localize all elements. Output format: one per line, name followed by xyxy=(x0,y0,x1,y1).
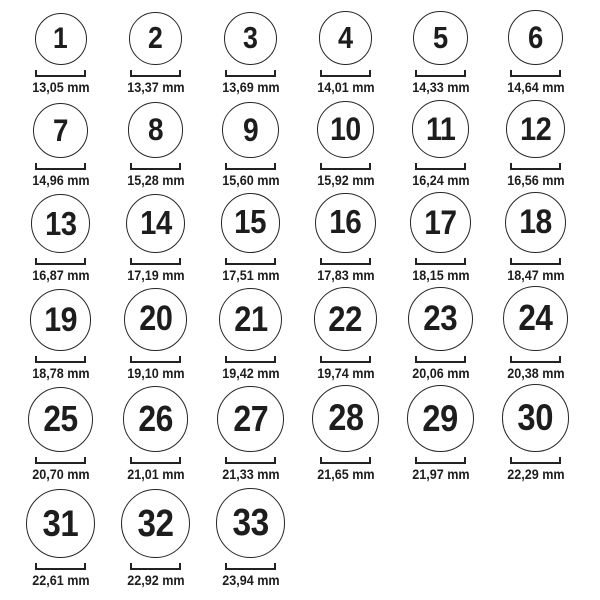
ring-circle xyxy=(126,194,185,253)
ring-circle xyxy=(413,11,467,65)
diameter-label: 18,15 mm xyxy=(411,266,470,283)
ring-size-number: 29 xyxy=(422,397,459,439)
ring-size-number: 14 xyxy=(139,204,172,242)
diameter-measure-line xyxy=(225,356,276,363)
ring-circle xyxy=(505,192,566,253)
ring-circle xyxy=(31,194,90,253)
ring-circle xyxy=(312,385,379,452)
ring-size-cell xyxy=(108,188,203,283)
ring-size-cell xyxy=(488,188,583,283)
ring-size-cell xyxy=(488,95,583,188)
diameter-label: 20,38 mm xyxy=(506,364,565,381)
ring-circle xyxy=(128,102,184,158)
diameter-measure-line xyxy=(415,163,466,170)
diameter-measure-line xyxy=(510,70,561,77)
ring-size-number: 13 xyxy=(44,205,77,243)
diameter-label: 14,01 mm xyxy=(316,78,375,95)
diameter-label: 16,87 mm xyxy=(31,266,90,283)
ring-size-number: 18 xyxy=(519,203,552,242)
ring-size-number: 25 xyxy=(43,398,78,440)
diameter-label: 22,29 mm xyxy=(506,465,565,482)
diameter-measure-line xyxy=(415,258,466,265)
chart-row xyxy=(13,482,583,588)
ring-circle xyxy=(216,488,286,558)
diameter-label: 21,01 mm xyxy=(126,465,185,482)
ring-size-number: 19 xyxy=(44,300,77,339)
ring-size-cell xyxy=(393,381,488,482)
ring-size-number: 9 xyxy=(242,111,259,148)
diameter-label: 16,24 mm xyxy=(411,171,470,188)
chart-row xyxy=(13,283,583,381)
ring-size-number: 30 xyxy=(517,396,554,439)
ring-size-cell xyxy=(393,5,488,95)
diameter-measure-line xyxy=(225,258,276,265)
ring-size-cell xyxy=(13,95,108,188)
ring-size-number: 33 xyxy=(232,502,269,545)
diameter-label: 22,92 mm xyxy=(126,571,185,588)
ring-size-cell xyxy=(13,283,108,381)
ring-size-number: 17 xyxy=(424,203,457,242)
ring-size-number: 22 xyxy=(328,299,363,339)
diameter-measure-line xyxy=(35,563,86,570)
diameter-label: 20,70 mm xyxy=(31,465,90,482)
ring-size-number: 23 xyxy=(423,298,458,339)
ring-size-number: 20 xyxy=(138,300,173,339)
ring-size-number: 10 xyxy=(330,111,361,148)
ring-size-number: 32 xyxy=(137,501,174,544)
ring-circle xyxy=(508,10,563,65)
ring-size-number: 28 xyxy=(327,397,364,439)
diameter-label: 17,19 mm xyxy=(126,266,185,283)
diameter-label: 17,51 mm xyxy=(221,266,280,283)
diameter-measure-line xyxy=(320,258,371,265)
ring-size-number: 1 xyxy=(53,21,68,55)
ring-size-number: 16 xyxy=(329,202,362,241)
diameter-measure-line xyxy=(35,356,86,363)
ring-size-number: 12 xyxy=(519,109,552,147)
ring-size-number: 4 xyxy=(338,19,353,55)
ring-size-cell xyxy=(488,381,583,482)
ring-circle xyxy=(412,100,470,158)
ring-size-number: 26 xyxy=(138,397,173,439)
diameter-measure-line xyxy=(510,356,561,363)
diameter-label: 18,78 mm xyxy=(31,364,90,381)
ring-circle xyxy=(408,287,472,351)
ring-circle xyxy=(30,289,92,351)
ring-circle xyxy=(224,12,277,65)
diameter-label: 13,69 mm xyxy=(221,78,280,95)
diameter-label: 21,97 mm xyxy=(411,465,470,482)
diameter-label: 19,74 mm xyxy=(316,364,375,381)
ring-size-cell xyxy=(108,95,203,188)
ring-circle xyxy=(221,193,281,253)
ring-size-cell xyxy=(108,5,203,95)
diameter-label: 19,42 mm xyxy=(221,364,280,381)
diameter-measure-line xyxy=(415,70,466,77)
chart-row xyxy=(13,188,583,283)
ring-size-cell xyxy=(108,482,203,588)
ring-size-number: 8 xyxy=(147,111,164,148)
ring-circle xyxy=(317,101,374,158)
ring-size-number: 15 xyxy=(234,204,267,242)
ring-size-number: 2 xyxy=(148,21,163,55)
diameter-measure-line xyxy=(130,163,181,170)
ring-size-cell xyxy=(13,381,108,482)
diameter-label: 16,56 mm xyxy=(506,171,565,188)
ring-circle xyxy=(502,384,570,452)
diameter-label: 13,37 mm xyxy=(126,78,185,95)
diameter-measure-line xyxy=(35,258,86,265)
diameter-measure-line xyxy=(225,163,276,170)
ring-circle xyxy=(410,192,471,253)
ring-circle xyxy=(26,489,95,558)
diameter-measure-line xyxy=(320,457,371,464)
diameter-measure-line xyxy=(510,258,561,265)
ring-circle xyxy=(124,288,186,350)
diameter-measure-line xyxy=(225,70,276,77)
ring-size-cell xyxy=(393,188,488,283)
ring-size-cell xyxy=(298,5,393,95)
ring-size-cell xyxy=(203,5,298,95)
diameter-label: 17,83 mm xyxy=(316,266,375,283)
ring-size-number: 7 xyxy=(52,111,68,148)
diameter-label: 19,10 mm xyxy=(126,364,185,381)
diameter-label: 14,33 mm xyxy=(411,78,470,95)
ring-size-cell xyxy=(108,283,203,381)
ring-size-cell xyxy=(488,5,583,95)
chart-row xyxy=(13,381,583,482)
diameter-label: 14,64 mm xyxy=(506,78,565,95)
diameter-measure-line xyxy=(510,457,561,464)
ring-size-number: 21 xyxy=(233,299,268,339)
diameter-measure-line xyxy=(35,70,86,77)
ring-size-cell xyxy=(13,5,108,95)
diameter-measure-line xyxy=(130,356,181,363)
diameter-label: 18,47 mm xyxy=(506,266,565,283)
diameter-measure-line xyxy=(320,163,371,170)
diameter-measure-line xyxy=(415,457,466,464)
diameter-label: 15,92 mm xyxy=(316,171,375,188)
ring-size-cell xyxy=(298,283,393,381)
diameter-label: 15,28 mm xyxy=(126,171,185,188)
ring-size-cell xyxy=(203,95,298,188)
ring-size-number: 6 xyxy=(528,19,543,55)
ring-size-cell xyxy=(298,188,393,283)
ring-size-cell xyxy=(298,381,393,482)
diameter-measure-line xyxy=(130,258,181,265)
diameter-label: 13,05 mm xyxy=(31,78,90,95)
ring-circle xyxy=(217,386,283,452)
diameter-measure-line xyxy=(320,356,371,363)
ring-size-cell xyxy=(203,381,298,482)
diameter-label: 21,33 mm xyxy=(221,465,280,482)
ring-circle xyxy=(219,288,282,351)
ring-size-cell xyxy=(203,188,298,283)
diameter-measure-line xyxy=(320,70,371,77)
ring-size-number: 5 xyxy=(433,20,448,56)
diameter-label: 15,60 mm xyxy=(221,171,280,188)
ring-size-cell xyxy=(108,381,203,482)
diameter-measure-line xyxy=(130,70,181,77)
ring-size-cell xyxy=(203,482,298,588)
ring-circle xyxy=(506,100,564,158)
ring-circle xyxy=(319,11,373,65)
ring-circle xyxy=(503,286,568,351)
ring-size-cell xyxy=(13,482,108,588)
ring-circle xyxy=(35,13,87,65)
diameter-label: 21,65 mm xyxy=(316,465,375,482)
ring-size-cell xyxy=(488,283,583,381)
ring-size-number: 3 xyxy=(243,21,258,56)
diameter-measure-line xyxy=(35,163,86,170)
ring-circle xyxy=(121,489,190,558)
diameter-label: 14,96 mm xyxy=(31,171,90,188)
diameter-measure-line xyxy=(130,457,181,464)
diameter-measure-line xyxy=(35,457,86,464)
ring-size-cell xyxy=(393,95,488,188)
diameter-measure-line xyxy=(510,163,561,170)
ring-size-cell xyxy=(298,95,393,188)
chart-row xyxy=(13,5,583,95)
diameter-measure-line xyxy=(225,457,276,464)
ring-circle xyxy=(222,102,278,158)
diameter-label: 22,61 mm xyxy=(31,571,90,588)
ring-size-cell xyxy=(13,188,108,283)
ring-size-number: 11 xyxy=(425,110,456,147)
ring-size-cell xyxy=(393,283,488,381)
ring-size-number: 24 xyxy=(518,297,553,338)
diameter-label: 23,94 mm xyxy=(221,571,280,588)
ring-size-cell xyxy=(203,283,298,381)
diameter-measure-line xyxy=(225,563,276,570)
diameter-label: 20,06 mm xyxy=(411,364,470,381)
ring-circle xyxy=(33,103,88,158)
ring-size-number: 31 xyxy=(42,501,79,544)
diameter-measure-line xyxy=(415,356,466,363)
diameter-measure-line xyxy=(130,563,181,570)
ring-size-number: 27 xyxy=(233,397,268,439)
chart-row xyxy=(13,95,583,188)
ring-circle xyxy=(407,385,474,452)
ring-circle xyxy=(314,287,378,351)
ring-circle xyxy=(28,387,93,452)
ring-circle xyxy=(315,193,375,253)
ring-circle xyxy=(129,12,182,65)
ring-circle xyxy=(123,386,189,452)
